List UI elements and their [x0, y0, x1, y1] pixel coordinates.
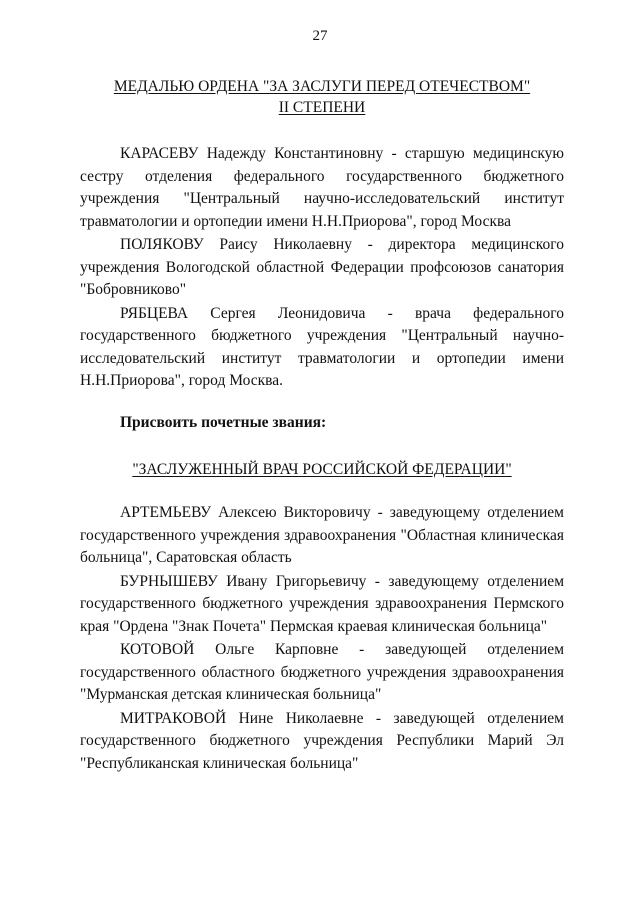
recipient-entry: РЯБЦЕВА Сергея Леонидовича - врача федерального государственного бюджетного учреждения "Центральный научно-исследовательский институт травматологии и ортопедии имени Н.Н.Приорова", город Москва. — [80, 304, 564, 389]
honorary-recipients-list — [80, 502, 564, 775]
honorary-title-heading — [80, 459, 564, 480]
recipient-entry: КАРАСЕВУ Надежду Константиновну - старшую медицинскую сестру отделения федерального государственного бюджетного учреждения "Центральный научно-исследовательский институт травматологии и ортопедии имени Н.Н.Приорова", город Москва — [80, 145, 564, 230]
award-heading-medal — [80, 76, 564, 118]
recipient-entry: КОТОВОЙ Ольге Карповне - заведующей отделением государственного областного бюджетного учреждения здравоохранения "Мурманская детская клиническая больница" — [80, 641, 564, 703]
recipient-entry: МИТРАКОВОЙ Нине Николаевне - заведующей отделением государственного бюджетного учреждения Республики Марий Эл "Республиканская клиническая больница" — [80, 709, 564, 772]
page-number: 27 — [312, 28, 328, 44]
medal-recipients-list — [80, 143, 564, 393]
assign-titles-heading: Присвоить почетные звания: — [120, 414, 327, 431]
recipient-entry: ПОЛЯКОВУ Раису Николаевну - директора медицинского учреждения Вологодской областной Федерации профсоюзов санатория "Бобровниково" — [80, 236, 564, 298]
award-heading-line-2: II СТЕПЕНИ — [278, 99, 366, 116]
recipient-entry: АРТЕМЬЕВУ Алексею Викторовичу - заведующему отделением государственного учреждения здравоохранения "Областная клиническая больница", Саратовская область — [80, 504, 564, 566]
honorary-title-text: "ЗАСЛУЖЕННЫЙ ВРАЧ РОССИЙСКОЙ ФЕДЕРАЦИИ" — [132, 461, 512, 478]
award-heading-line-1: МЕДАЛЬЮ ОРДЕНА "ЗА ЗАСЛУГИ ПЕРЕД ОТЕЧЕСТВОМ" — [113, 78, 531, 95]
recipient-entry: БУРНЫШЕВУ Ивану Григорьевичу - заведующему отделением государственного бюджетного учреждения здравоохранения Пермского края "Ордена "Знак Почета" Пермская краевая клиническая больница" — [80, 572, 564, 635]
